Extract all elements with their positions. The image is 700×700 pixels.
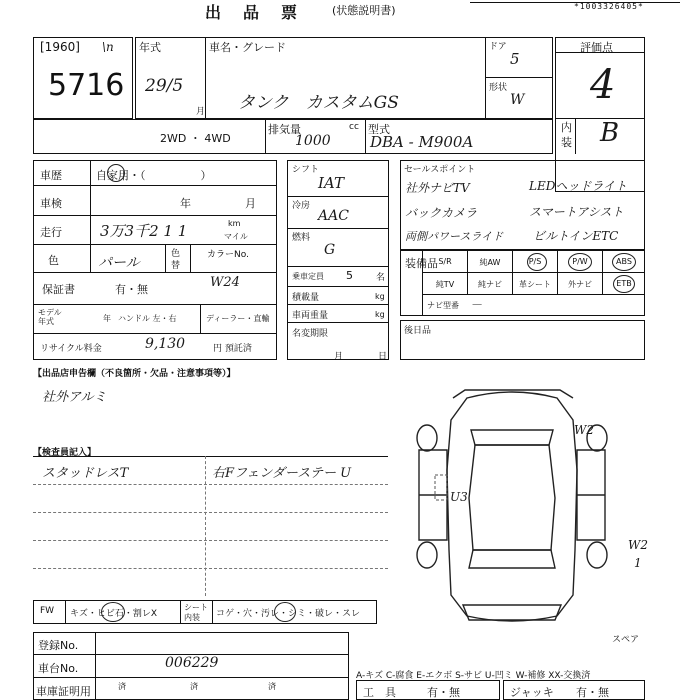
equip-power-windows: P/W bbox=[572, 257, 588, 266]
etc-circle bbox=[613, 275, 635, 293]
fuel-value: G bbox=[324, 242, 336, 258]
fw-line bbox=[65, 600, 66, 624]
color-label: 色 bbox=[48, 254, 59, 267]
barcode-rule bbox=[470, 2, 680, 3]
divider-model bbox=[365, 119, 366, 154]
tools-label: 工 具 bbox=[363, 686, 396, 699]
reg-line-2 bbox=[33, 677, 349, 678]
color-no-value: W24 bbox=[210, 275, 240, 290]
equip-col-3 bbox=[557, 250, 558, 294]
declaration-text: 社外アルミ bbox=[42, 390, 107, 405]
inspection-label: 車検 bbox=[40, 197, 62, 210]
rear-window bbox=[469, 550, 555, 568]
history-value: 自家用・（ ） bbox=[96, 169, 212, 182]
color-no-label: カラーNo. bbox=[207, 250, 249, 260]
mileage-unit-mile: マイル bbox=[224, 232, 248, 241]
seat-text: コゲ・穴・汚レ・シミ・破レ・スレ bbox=[216, 609, 361, 619]
row-line-4 bbox=[33, 272, 277, 273]
reg-label: 登録No. bbox=[38, 639, 79, 652]
year-label: 年式 bbox=[139, 41, 161, 54]
year-value: 29/5 bbox=[145, 76, 184, 96]
cert-mark-3: 済 bbox=[268, 682, 276, 691]
color-change-1: 色 bbox=[171, 249, 181, 259]
color-no-line bbox=[190, 244, 191, 272]
sales-point-2: LEDヘッドライト bbox=[529, 179, 627, 193]
color-change-2: 替 bbox=[171, 261, 181, 271]
model-value: DBA - M900A bbox=[370, 133, 474, 151]
row-line-3 bbox=[33, 244, 277, 245]
equip-leather: 革シート bbox=[519, 280, 551, 289]
sales-label: セールスポイント bbox=[404, 165, 476, 175]
equip-ext-navi: 外ナビ bbox=[568, 280, 592, 289]
mid-line-1 bbox=[287, 196, 389, 197]
equip-sr: S/R bbox=[438, 257, 452, 266]
car-body-outline bbox=[447, 392, 577, 621]
interior-label-2: 装 bbox=[561, 136, 572, 149]
equip-col-1 bbox=[467, 250, 468, 294]
mileage-label: 走行 bbox=[40, 226, 62, 239]
roof bbox=[469, 445, 555, 550]
equip-tv: 純TV bbox=[435, 280, 455, 289]
header bbox=[0, 0, 460, 22]
label-col-line bbox=[90, 160, 91, 273]
inspector-left-text: スタッドレスT bbox=[42, 466, 129, 481]
ps-circle bbox=[527, 253, 547, 271]
spare-label: スペア bbox=[612, 635, 640, 645]
afterdate-label: 後日品 bbox=[404, 326, 432, 336]
sales-point-4: スマートアシスト bbox=[529, 205, 624, 219]
divider-displacement bbox=[265, 119, 266, 154]
ac-label: 冷房 bbox=[292, 201, 311, 211]
navi-label: ナビ型番 bbox=[427, 301, 459, 310]
score-label: 評価点 bbox=[580, 41, 613, 54]
sheet-title: 出 品 票 bbox=[205, 3, 301, 22]
month-unit: 月 bbox=[196, 107, 206, 117]
dirt-circle bbox=[274, 602, 296, 622]
seat-label-1: シート bbox=[184, 603, 208, 612]
wheel-rear-left bbox=[417, 542, 437, 568]
damage-legend: A-キズ C-腐食 E-エクボ S-サビ U-凹ミ W-補修 XX-交換済 bbox=[356, 671, 591, 681]
equip-power-steering: P/S bbox=[528, 257, 542, 266]
shift-value: IAT bbox=[318, 174, 344, 192]
inspector-line-1 bbox=[33, 484, 388, 485]
ac-value: AAC bbox=[318, 208, 349, 224]
score-value: 4 bbox=[590, 62, 616, 108]
wheel-front-left bbox=[417, 425, 437, 451]
equip-alloy-wheels: 純AW bbox=[479, 258, 501, 267]
mileage-unit-km: km bbox=[228, 219, 241, 228]
sales-box bbox=[400, 160, 645, 250]
inspector-right-text: 右Fフェンダーステー U bbox=[212, 466, 352, 481]
mid-line-6 bbox=[287, 322, 389, 323]
inspector-line-3 bbox=[33, 540, 388, 541]
shift-label: シフト bbox=[292, 165, 320, 175]
mid-line-4 bbox=[287, 286, 389, 287]
wheel-rear-right bbox=[587, 542, 607, 568]
door-value: 5 bbox=[510, 50, 520, 68]
stone-chip-circle bbox=[101, 602, 125, 622]
seat-line-2 bbox=[212, 600, 213, 624]
pw-circle bbox=[568, 253, 592, 271]
left-dent-area bbox=[435, 475, 447, 500]
equip-col-2 bbox=[512, 250, 513, 294]
row-line-6 bbox=[33, 333, 277, 334]
equip-etc: ETB bbox=[616, 279, 632, 288]
capacity-value: 5 bbox=[346, 269, 353, 282]
interior-value: B bbox=[600, 118, 620, 148]
private-circle bbox=[107, 164, 125, 182]
fw-text: キズ・ヒビ石・割レX bbox=[70, 609, 157, 619]
weight-label: 車両重量 bbox=[292, 311, 329, 321]
mid-line-3 bbox=[287, 266, 389, 267]
jack-label: ジャッキ bbox=[510, 686, 554, 699]
deadline-label: 名変期限 bbox=[292, 329, 329, 339]
lot-mark: \n bbox=[102, 40, 114, 54]
sheet-subtitle: (状態説明書) bbox=[332, 4, 396, 17]
inspection-month: 月 bbox=[245, 197, 256, 210]
barcode-text: *1003326405* bbox=[574, 2, 644, 11]
equip-col-4 bbox=[602, 250, 603, 294]
weight-unit: kg bbox=[375, 310, 385, 319]
dealer-label: ディーラー・直輸 bbox=[206, 314, 270, 323]
inspector-line-2 bbox=[33, 512, 388, 513]
divider-year bbox=[205, 37, 206, 119]
row-line-1 bbox=[33, 185, 277, 186]
sales-point-5: 両側パワースライド bbox=[405, 230, 504, 243]
name-value: タンク カスタムGS bbox=[238, 93, 399, 113]
cc-unit: cc bbox=[349, 122, 359, 132]
equip-row-line-1 bbox=[422, 272, 645, 273]
inspection-year: 年 bbox=[180, 197, 191, 210]
mark-w2-side: W2 bbox=[628, 538, 648, 552]
mid-line-5 bbox=[287, 304, 389, 305]
equipment-label: 装備品 bbox=[405, 257, 438, 270]
model-label: 型式 bbox=[368, 123, 390, 136]
jack-value: 有・無 bbox=[576, 686, 609, 699]
divider-interior-v bbox=[575, 118, 576, 154]
abs-circle bbox=[612, 253, 636, 271]
inspector-line-4 bbox=[33, 568, 388, 569]
color-change-line bbox=[165, 244, 166, 272]
displacement-label: 排気量 bbox=[268, 123, 301, 136]
drive-label: 2WD ・ 4WD bbox=[160, 132, 231, 145]
handle-label: ハンドル 左・右 bbox=[118, 314, 177, 323]
declaration-label: 【出品店申告欄（不良箇所・欠品・注意事項等）】 bbox=[33, 369, 236, 379]
capacity-unit: 名 bbox=[376, 273, 386, 283]
mileage-value: 3万3千2 1 1 bbox=[100, 222, 188, 240]
model-year-label: モデル 年式 bbox=[38, 308, 62, 326]
divider-shape bbox=[485, 77, 553, 78]
fuel-label: 燃料 bbox=[292, 233, 311, 243]
mid-line-2 bbox=[287, 228, 389, 229]
seat-label-2: 内装 bbox=[184, 613, 200, 622]
inspector-label: 【検査員記入】 bbox=[33, 448, 97, 458]
sales-point-6: ビルトインETC bbox=[533, 229, 619, 243]
cert-label: 車庫証明用 bbox=[36, 685, 91, 698]
warranty-label: 保証書 bbox=[42, 283, 75, 296]
warranty-value: 有・無 bbox=[115, 283, 148, 296]
cert-mark-1: 済 bbox=[118, 682, 126, 691]
equip-abs: ABS bbox=[616, 257, 632, 266]
lot-prefix: [1960] bbox=[40, 40, 80, 54]
tools-value: 有・無 bbox=[427, 686, 460, 699]
inspector-rule bbox=[33, 456, 388, 457]
chassis-label: 車台No. bbox=[38, 662, 79, 675]
color-value: パール bbox=[98, 255, 140, 271]
shape-label: 形状 bbox=[489, 83, 508, 93]
recycle-value: 9,130 bbox=[145, 336, 186, 352]
recycle-label: リサイクル料金 bbox=[40, 344, 102, 354]
mark-w2-top: W2 bbox=[574, 423, 594, 437]
car-diagram bbox=[405, 380, 620, 630]
row-line-5 bbox=[33, 304, 277, 305]
displacement-value: 1000 bbox=[295, 133, 331, 149]
tools-box bbox=[356, 680, 500, 700]
recycle-unit: 円 預託済 bbox=[213, 344, 252, 354]
deadline-day: 日 bbox=[378, 352, 388, 362]
capacity-label: 乗車定員 bbox=[292, 272, 324, 281]
deadline-unit: 月 bbox=[334, 352, 344, 362]
fw-label: FW bbox=[40, 606, 55, 616]
jack-box bbox=[503, 680, 645, 700]
cert-mark-2: 済 bbox=[190, 682, 198, 691]
shape-value: W bbox=[510, 92, 525, 108]
load-label: 積載量 bbox=[292, 293, 320, 303]
seat-line-1 bbox=[180, 600, 181, 624]
sales-point-1: 社外ナビTV bbox=[405, 181, 470, 195]
divider-door bbox=[485, 37, 486, 119]
equip-navi: 純ナビ bbox=[478, 280, 502, 289]
reg-label-line bbox=[95, 632, 96, 700]
door-label: ドア bbox=[489, 42, 507, 52]
chassis-value: 006229 bbox=[165, 655, 219, 671]
afterdate-box bbox=[400, 320, 645, 360]
windshield bbox=[471, 430, 553, 445]
name-label: 車名・グレード bbox=[209, 41, 286, 54]
interior-label-1: 内 bbox=[561, 121, 572, 134]
lot-box bbox=[33, 37, 133, 119]
equip-row-line-2 bbox=[422, 294, 645, 295]
history-label: 車歴 bbox=[40, 169, 62, 182]
lot-number: 5716 bbox=[48, 68, 125, 103]
mark-u3: U3 bbox=[450, 490, 468, 504]
inspector-divider bbox=[205, 456, 206, 596]
details-box bbox=[33, 160, 277, 360]
row-line-2 bbox=[33, 215, 277, 216]
mark-one: 1 bbox=[634, 556, 642, 570]
sales-point-3: バックカメラ bbox=[405, 206, 478, 220]
load-unit: kg bbox=[375, 292, 385, 301]
model-year-unit: 年 bbox=[103, 314, 111, 323]
navi-value: － bbox=[470, 298, 483, 312]
dealer-line bbox=[200, 304, 201, 333]
